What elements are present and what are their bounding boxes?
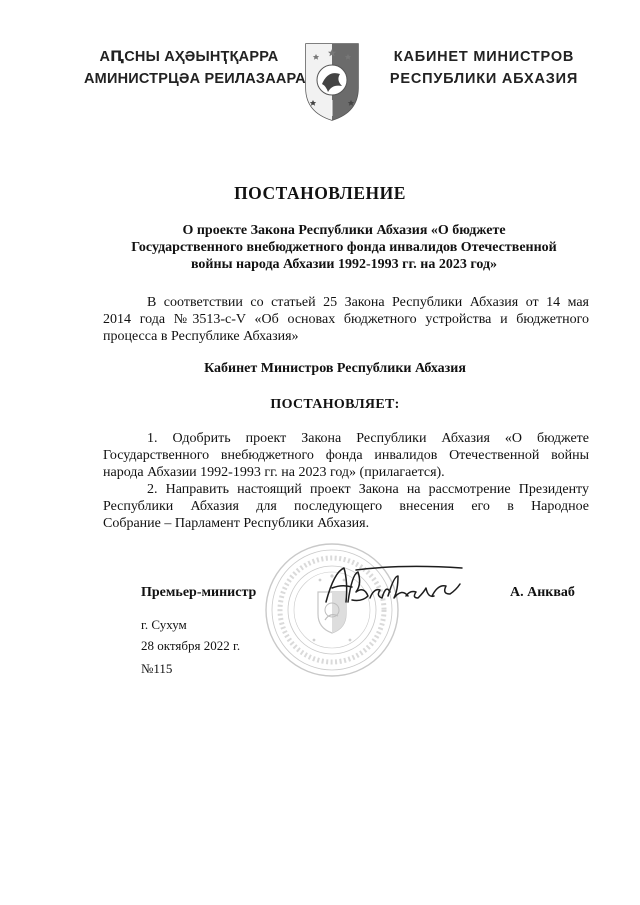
document-title: ПОСТАНОВЛЕНИЕ <box>234 183 406 203</box>
cabinet-heading: Кабинет Министров Республики Абхазия <box>204 361 466 376</box>
decrees-heading: ПОСТАНОВЛЯЕТ: <box>270 397 400 412</box>
issue-place: г. Сухум <box>141 617 187 632</box>
issue-date: 28 октября 2022 г. <box>141 638 241 653</box>
preamble-line: В соответствии со статьей 25 Закона Республики Абхазия от 14 мая <box>147 295 589 310</box>
header-russian <box>386 46 582 90</box>
header-abkhaz-line1: АԤСНЫ АҲӘЫНҬҚАРРА <box>99 49 279 65</box>
decree-item-line: Государственного внебюджетного фонда инвалидов Отечественной войны <box>103 448 589 463</box>
decree-item-line: 2. Направить настоящий проект Закона на рассмотрение Президенту <box>147 482 589 497</box>
subject-line: Государственного внебюджетного фонда инвалидов Отечественной <box>131 240 557 255</box>
handwritten-signature-icon <box>322 562 472 612</box>
document-subject <box>100 222 588 273</box>
header-russian-line2: РЕСПУБЛИКИ АБХАЗИЯ <box>389 71 579 87</box>
preamble-line: процесса в Республике Абхазия» <box>103 329 299 344</box>
header-abkhaz <box>84 46 306 90</box>
decree-item-line: Собрание – Парламент Республики Абхазия. <box>103 516 370 531</box>
preamble-paragraph <box>103 294 589 345</box>
decree-item-2 <box>103 481 589 532</box>
decree-item-line: народа Абхазии 1992-1993 гг. на 2023 год» (прилагается). <box>103 465 445 480</box>
preamble-line: 2014 года №3513-с-V «Об основах бюджетного устройства и бюджетного <box>103 312 589 327</box>
header-abkhaz-line2: АМИНИСТРЦӘА РЕИЛАЗААРА <box>84 71 306 87</box>
header-russian-line1: КАБИНЕТ МИНИСТРОВ <box>393 49 575 65</box>
decree-item-line: 1. Одобрить проект Закона Республики Абхазия «О бюджете <box>147 431 589 446</box>
decree-item-1 <box>103 430 589 481</box>
document-number: №115 <box>141 661 173 676</box>
signatory-position: Премьер-министр <box>141 585 257 600</box>
coat-of-arms-abkhazia-icon <box>302 40 362 122</box>
decree-item-line: Республики Абхазия для последующего внесения его в Народное <box>103 499 589 514</box>
signatory-name: А. Анкваб <box>510 585 575 600</box>
subject-line: войны народа Абхазии 1992-1993 гг. на 2023 год» <box>190 257 498 272</box>
subject-line: О проекте Закона Республики Абхазия «О бюджете <box>182 223 506 238</box>
